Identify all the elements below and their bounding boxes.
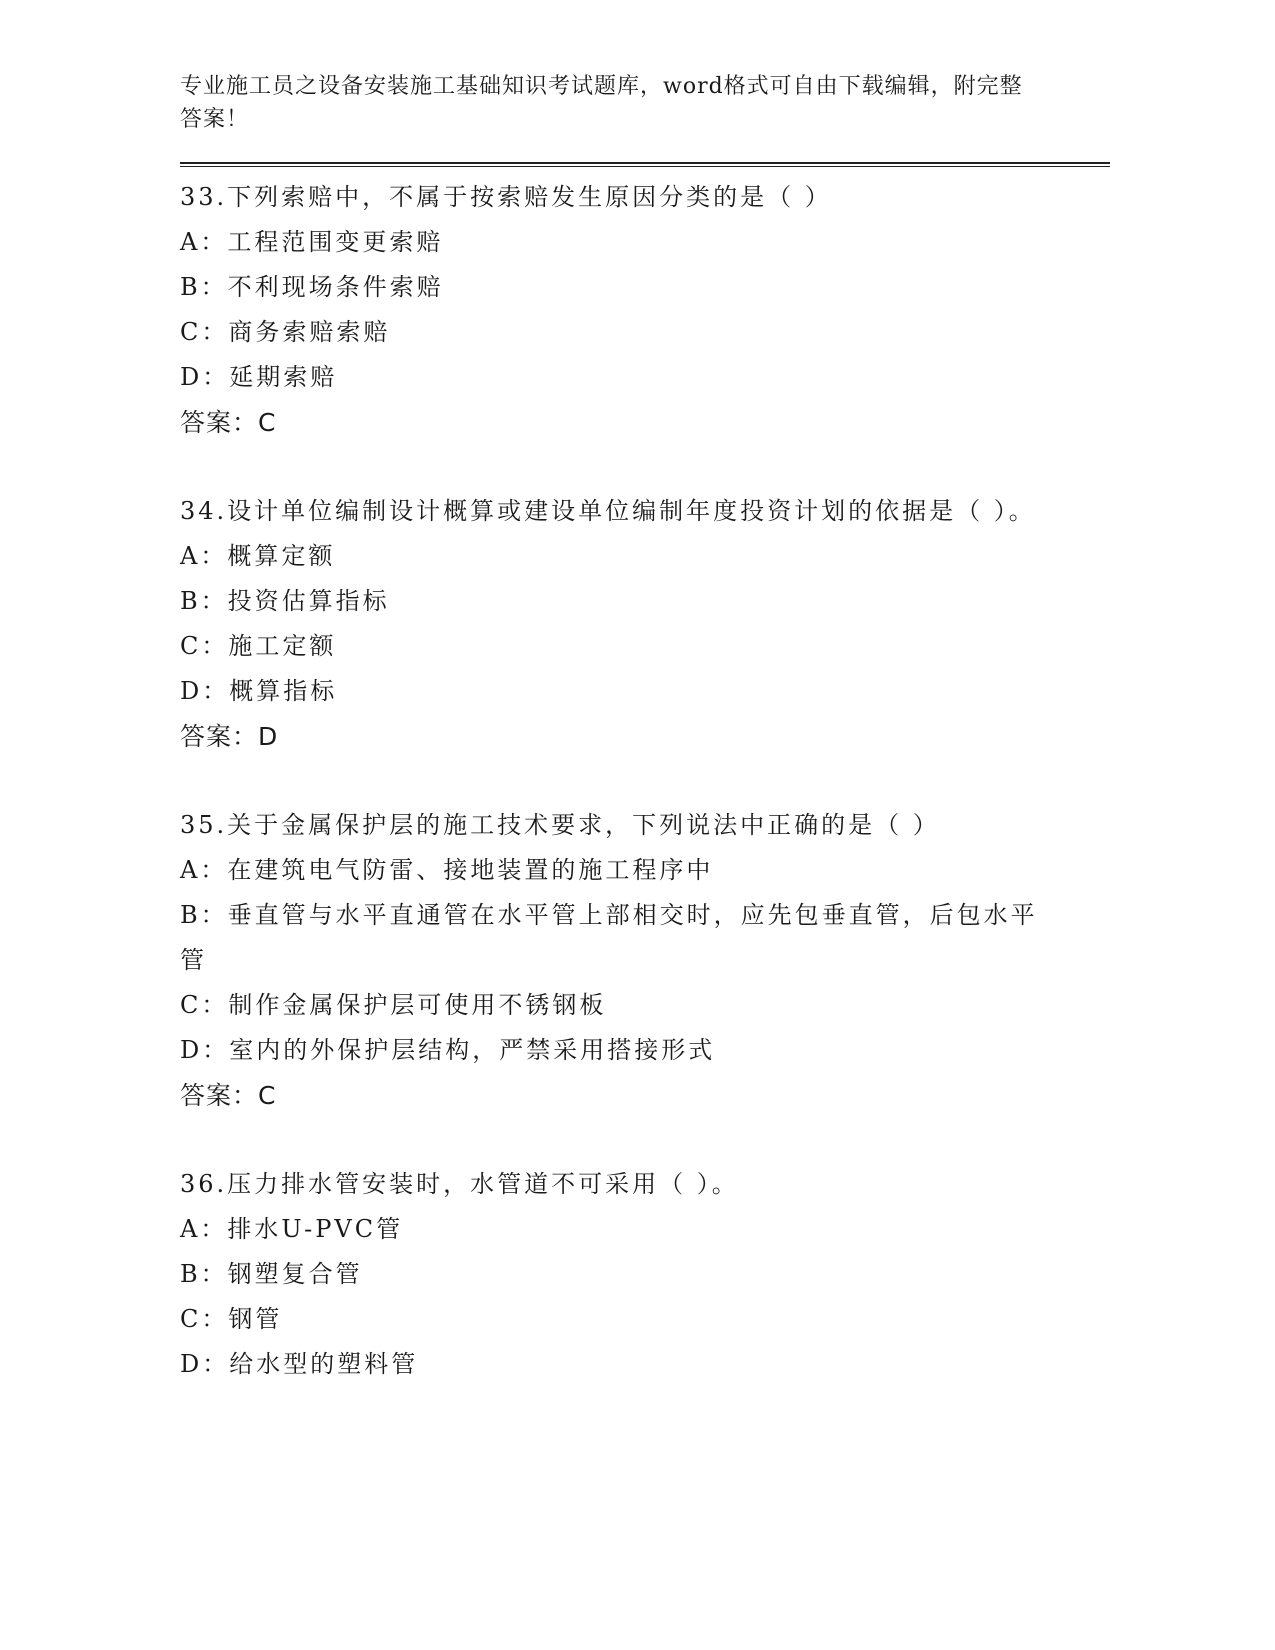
option-b: B：投资估算指标 — [180, 587, 390, 615]
option-a: A：概算定额 — [180, 542, 336, 570]
document-page — [180, 70, 1110, 1387]
option-c: C：钢管 — [180, 1305, 283, 1333]
question-35 — [180, 803, 1110, 1118]
option-c: C：施工定额 — [180, 632, 337, 660]
answer: 答案：D — [180, 722, 279, 751]
option-d: D：概算指标 — [180, 677, 338, 705]
option-b: B：不利现场条件索赔 — [180, 273, 444, 301]
spacer — [180, 445, 1110, 489]
option-a: A：工程范围变更索赔 — [180, 228, 444, 256]
option-a: A：在建筑电气防雷、接地装置的施工程序中 — [180, 856, 714, 884]
document-header: 专业施工员之设备安装施工基础知识考试题库，word格式可自由下载编辑，附完整答案！ — [180, 74, 1023, 132]
question-33 — [180, 175, 1110, 445]
question-stem: 34.设计单位编制设计概算或建设单位编制年度投资计划的依据是（ ）。 — [180, 497, 1036, 525]
option-d: D：延期索赔 — [180, 363, 338, 391]
question-34 — [180, 489, 1110, 759]
option-d: D：室内的外保护层结构，严禁采用搭接形式 — [180, 1036, 716, 1064]
question-stem: 36.压力排水管安装时，水管道不可采用（ ）。 — [180, 1170, 739, 1198]
question-stem: 35.关于金属保护层的施工技术要求，下列说法中正确的是（ ） — [180, 811, 940, 839]
spacer — [180, 759, 1110, 803]
answer: 答案：C — [180, 408, 277, 437]
question-36 — [180, 1162, 1110, 1387]
option-c: C：商务索赔索赔 — [180, 318, 391, 346]
answer: 答案：C — [180, 1081, 277, 1110]
spacer — [180, 167, 1110, 175]
spacer — [180, 1118, 1110, 1162]
option-c: C：制作金属保护层可使用不锈钢板 — [180, 991, 607, 1019]
option-d: D：给水型的塑料管 — [180, 1350, 419, 1378]
option-a: A：排水U-PVC管 — [180, 1215, 404, 1243]
option-b: B：钢塑复合管 — [180, 1260, 363, 1288]
question-stem: 33.下列索赔中，不属于按索赔发生原因分类的是（ ） — [180, 183, 832, 211]
option-b: B：垂直管与水平直通管在水平管上部相交时，应先包垂直管，后包水平管 — [180, 901, 1038, 974]
